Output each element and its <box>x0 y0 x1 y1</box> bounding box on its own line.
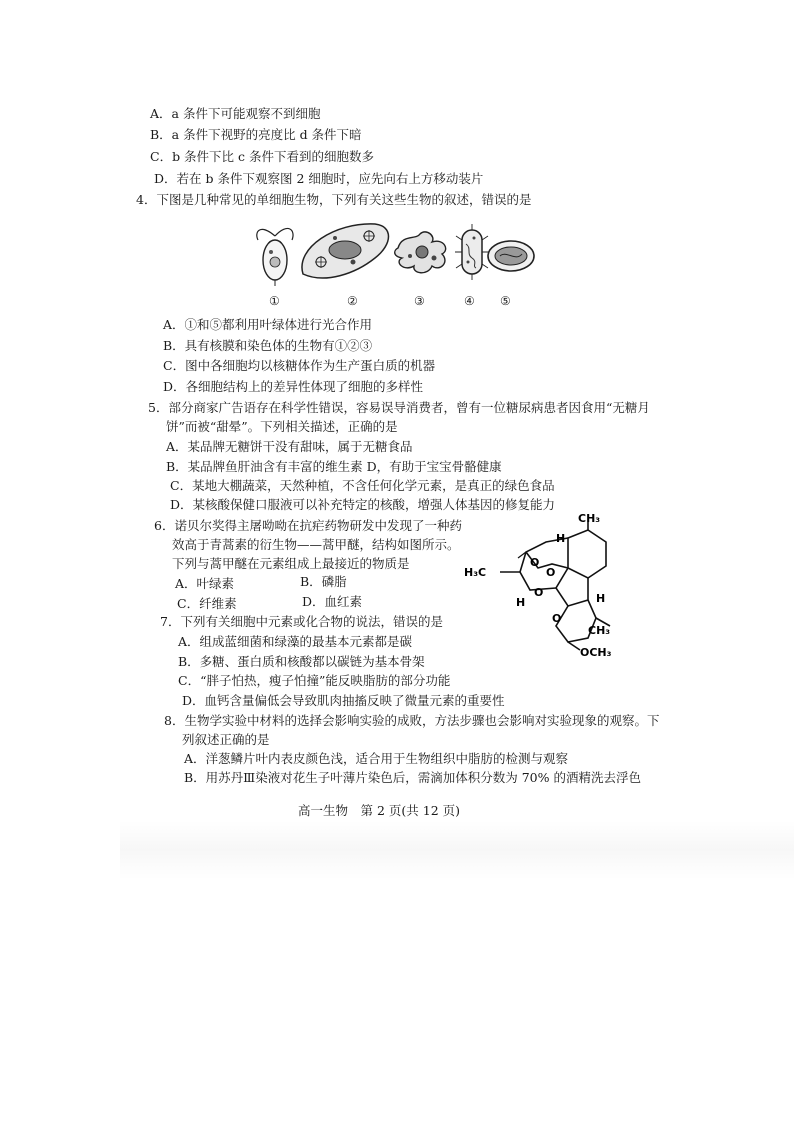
h-label-3: H <box>596 592 606 605</box>
artemether-structure-diagram <box>460 510 640 660</box>
organism-label-3: ③ <box>414 294 425 308</box>
q8-option-b: B．用苏丹Ⅲ染液对花生子叶薄片染色后，需滴加体积分数为 70% 的酒精洗去浮色 <box>184 770 641 785</box>
q3-option-d: D．若在 b 条件下观察图 2 细胞时，应先向右上方移动装片 <box>154 171 484 186</box>
q3-option-c: C．b 条件下比 c 条件下看到的细胞数多 <box>150 149 374 164</box>
page-footer: 高一生物 第 2 页(共 12 页) <box>298 803 461 818</box>
organism-5-algae-image <box>486 238 536 274</box>
q6-option-d: D．血红素 <box>302 594 363 609</box>
o-label-2: O <box>546 566 556 579</box>
q4-option-d: D．各细胞结构上的差异性体现了细胞的多样性 <box>163 379 424 394</box>
organism-3-amoeba-image <box>392 228 452 278</box>
ch3-top-label: CH₃ <box>578 512 601 525</box>
organism-1-euglena-image <box>250 218 300 288</box>
q5-option-b: B．某品牌鱼肝油含有丰富的维生素 D，有助于宝宝骨骼健康 <box>166 459 502 474</box>
q6-stem-line3: 下列与蒿甲醚在元素组成上最接近的物质是 <box>172 556 410 571</box>
o-label-3: O <box>534 586 544 599</box>
scan-shadow <box>120 820 794 880</box>
organism-label-2: ② <box>347 294 358 308</box>
q5-stem-line1: 5．部分商家广告语存在科学性错误，容易误导消费者，曾有一位糖尿病患者因食用“无糖月 <box>148 400 650 415</box>
q6-stem-line2: 效高于青蒿素的衍生物——蒿甲醚，结构如图所示。 <box>172 537 460 552</box>
o-label-4: O <box>552 612 562 625</box>
q6-stem-line1: 6．诺贝尔奖得主屠呦呦在抗疟药物研发中发现了一种药 <box>154 518 462 533</box>
q8-option-a: A．洋葱鳞片叶内表皮颜色浅，适合用于生物组织中脂肪的检测与观察 <box>184 751 569 766</box>
q4-option-b: B．具有核膜和染色体的生物有①②③ <box>163 338 373 353</box>
q7-option-a: A．组成蓝细菌和绿藻的最基本元素都是碳 <box>178 634 413 649</box>
q8-stem-line2: 列叙述正确的是 <box>182 732 270 747</box>
h-label-1: H <box>556 532 566 545</box>
q4-option-a: A．①和⑤都利用叶绿体进行光合作用 <box>163 317 373 332</box>
q8-stem-line1: 8．生物学实验中材料的选择会影响实验的成败，方法步骤也会影响对实验现象的观察。下 <box>164 713 660 728</box>
q4-option-c: C．图中各细胞均以核糖体作为生产蛋白质的机器 <box>163 358 436 373</box>
q6-option-c: C．纤维素 <box>177 596 237 611</box>
organism-label-5: ⑤ <box>500 294 511 308</box>
q5-stem-line2: 饼”而被“甜晕”。下列相关描述，正确的是 <box>166 419 398 434</box>
och3-label: OCH₃ <box>580 646 612 659</box>
q7-option-b: B．多糖、蛋白质和核酸都以碳链为基本骨架 <box>178 654 425 669</box>
o-label-1: O <box>530 556 540 569</box>
h3c-label: H₃C <box>464 566 487 579</box>
organism-label-4: ④ <box>464 294 475 308</box>
ch3-right-label: CH₃ <box>588 624 611 637</box>
q3-option-a: A．a 条件下可能观察不到细胞 <box>150 106 321 121</box>
organism-label-1: ① <box>269 294 280 308</box>
q6-option-b: B．磷脂 <box>300 574 347 589</box>
h-label-2: H <box>516 596 526 609</box>
q4-stem: 4．下图是几种常见的单细胞生物，下列有关这些生物的叙述，错误的是 <box>136 192 532 207</box>
q5-option-a: A．某品牌无糖饼干没有甜味，属于无糖食品 <box>166 439 413 454</box>
q3-option-b: B．a 条件下视野的亮度比 d 条件下暗 <box>150 127 362 142</box>
q7-stem: 7．下列有关细胞中元素或化合物的说法，错误的是 <box>160 614 443 629</box>
organism-2-paramecium-image <box>295 218 395 284</box>
q7-option-c: C．“胖子怕热，瘦子怕撞”能反映脂肪的部分功能 <box>178 673 451 688</box>
q5-option-c: C．某地大棚蔬菜，天然种植，不含任何化学元素，是真正的绿色食品 <box>170 478 555 493</box>
q7-option-d: D．血钙含量偏低会导致肌肉抽搐反映了微量元素的重要性 <box>182 693 505 708</box>
q5-option-d: D．某核酸保健口服液可以补充特定的核酸，增强人体基因的修复能力 <box>170 497 556 512</box>
q6-option-a: A．叶绿素 <box>175 576 235 591</box>
